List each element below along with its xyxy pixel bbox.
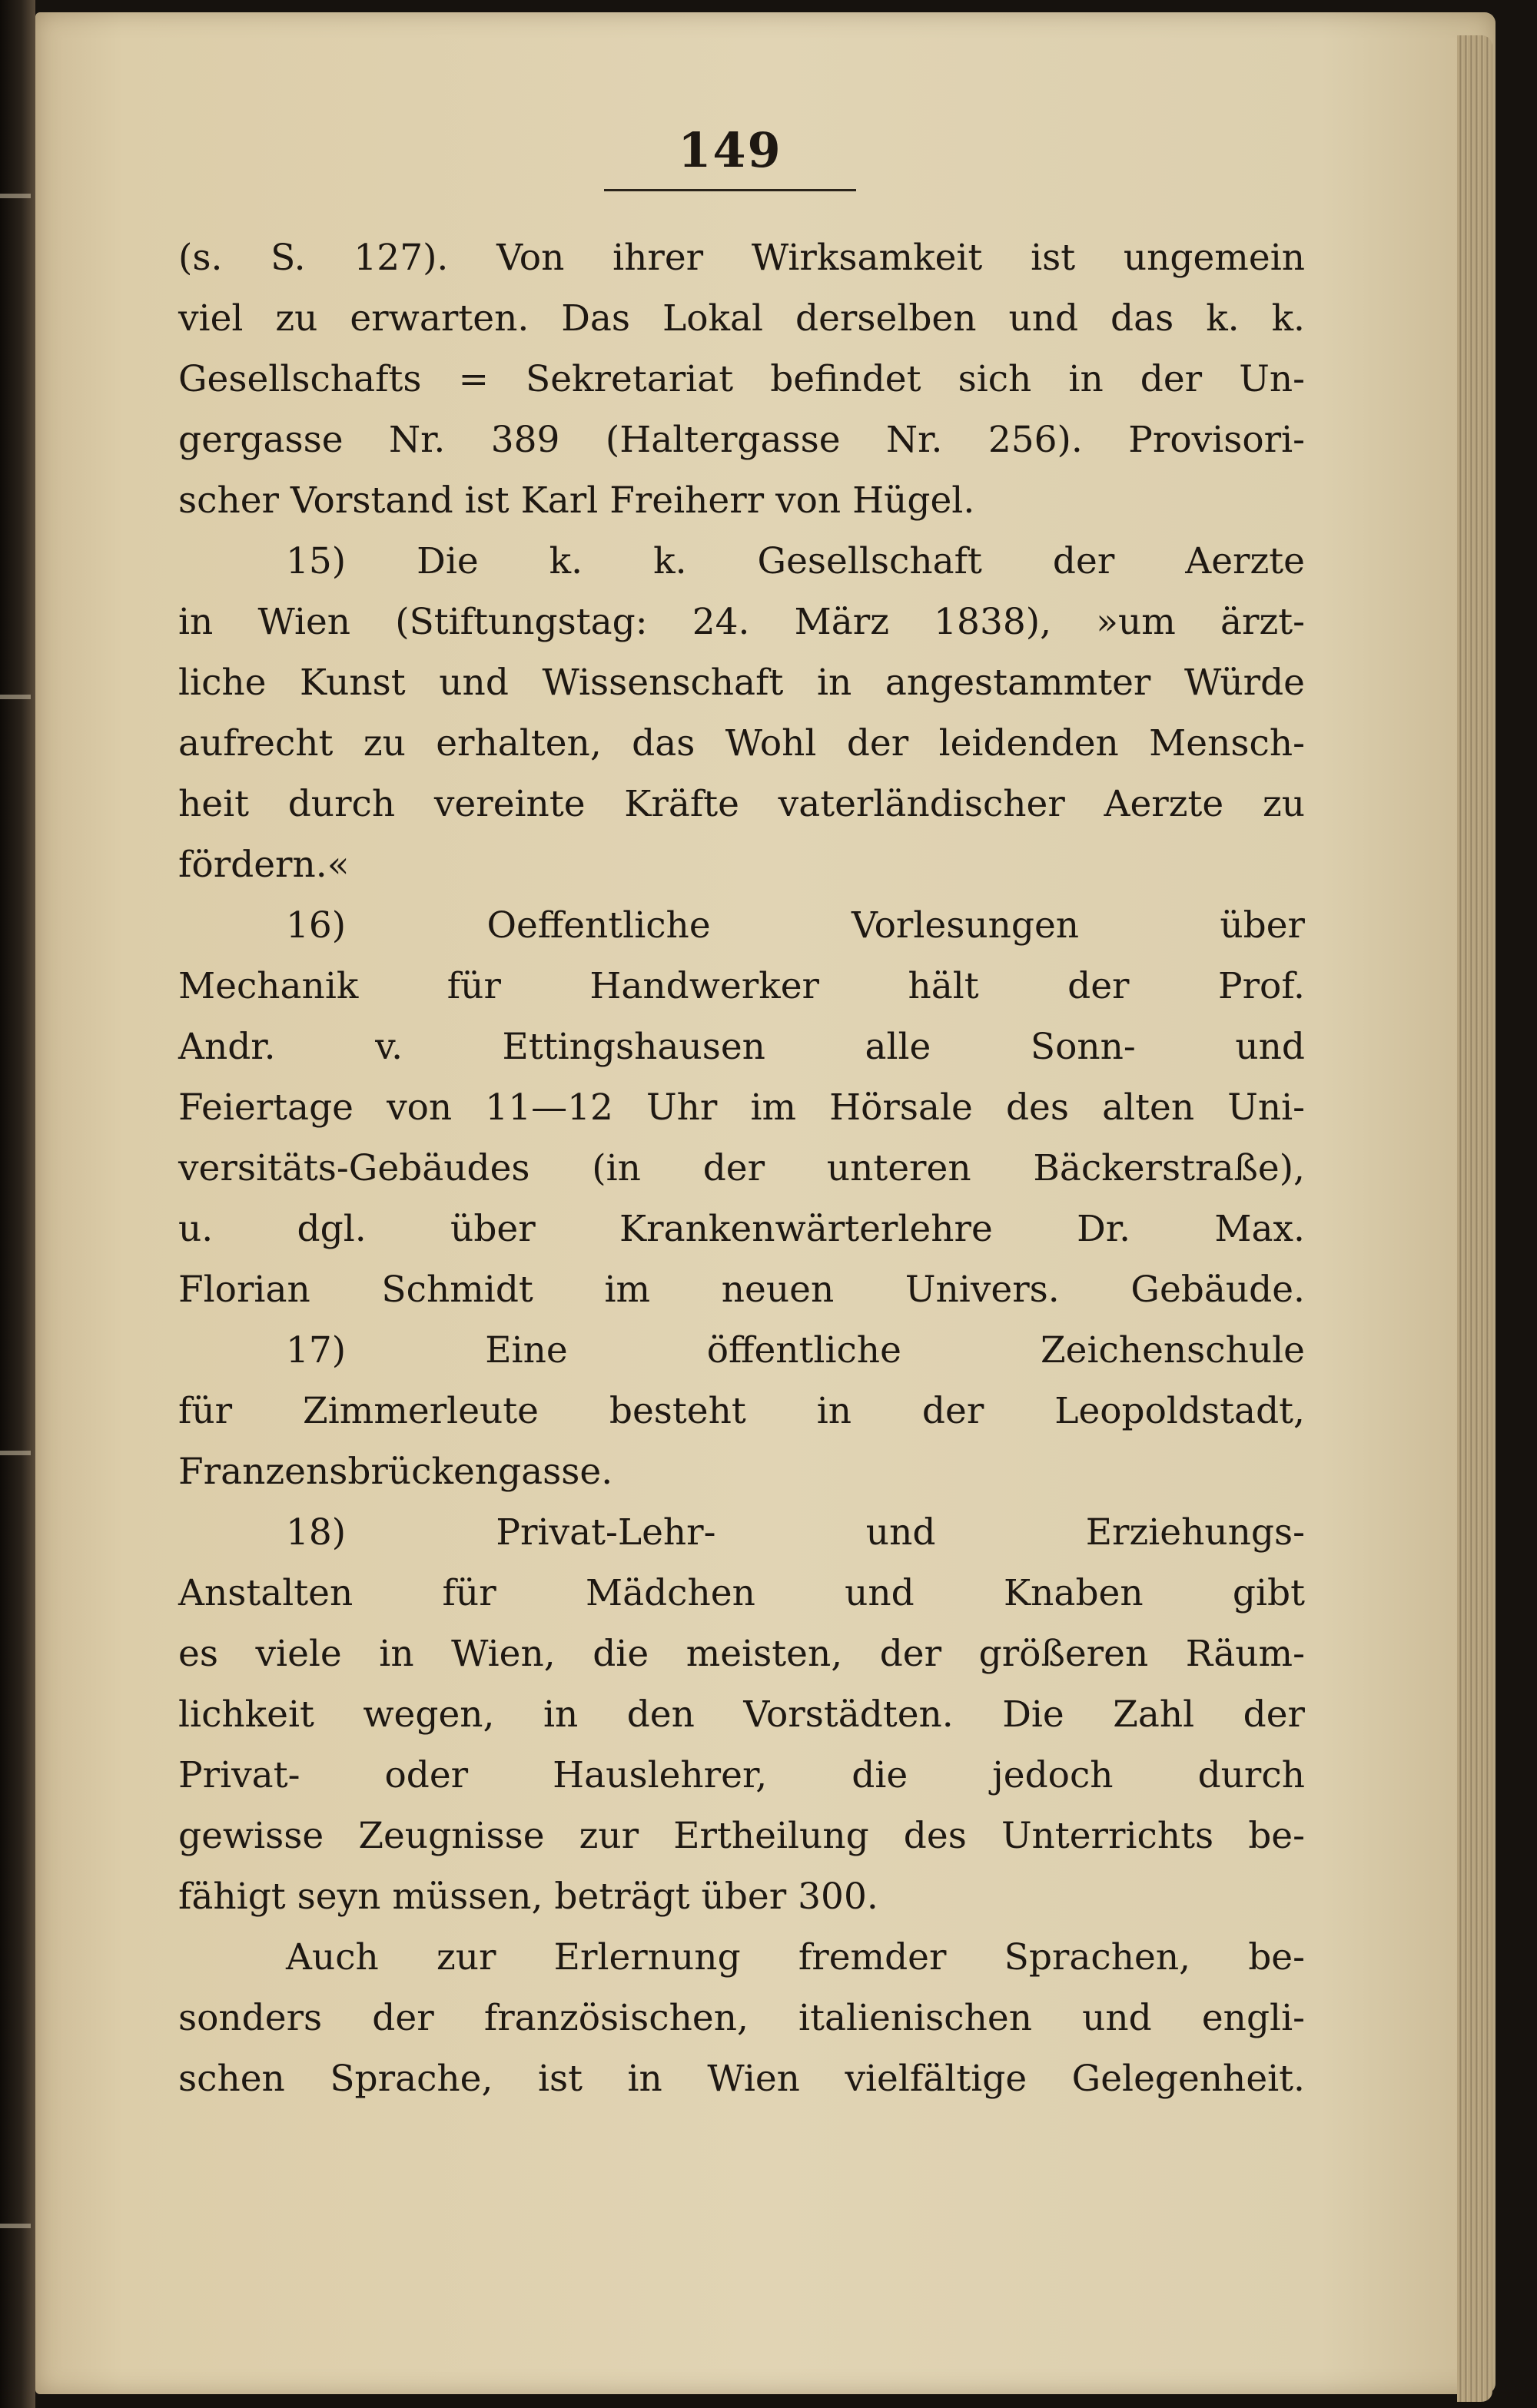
text-line: viel zu erwarten. Das Lokal derselben und das k. k. — [178, 297, 1305, 340]
text-line: scher Vorstand ist Karl Freiherr von Hügel. — [178, 479, 975, 522]
text-line: (s. S. 127). Von ihrer Wirksamkeit ist ungemein — [178, 237, 1305, 279]
text-line: 15) Die k. k. Gesellschaft der Aerzte — [286, 540, 1305, 582]
text-line: sonders der französischen, italienischen und engli- — [178, 1997, 1305, 2039]
text-line: u. dgl. über Krankenwärterlehre Dr. Max. — [178, 1208, 1305, 1250]
text-line: gewisse Zeugnisse zur Ertheilung des Unterrichts be- — [178, 1815, 1305, 1857]
header-rule — [604, 189, 856, 191]
text-line: Auch zur Erlernung fremder Sprachen, be- — [286, 1936, 1305, 1978]
text-line: heit durch vereinte Kräfte vaterländischer Aerzte zu — [178, 783, 1305, 825]
text-line: Privat- oder Hauslehrer, die jedoch durch — [178, 1754, 1305, 1796]
page-number: 149 — [678, 122, 782, 178]
binding-stitch — [0, 695, 31, 699]
text-line: liche Kunst und Wissenschaft in angestammter Würde — [178, 662, 1305, 704]
text-line: 16) Oeffentliche Vorlesungen über — [286, 904, 1305, 947]
text-line: für Zimmerleute besteht in der Leopoldstadt, — [178, 1390, 1305, 1432]
text-line: Feiertage von 11—12 Uhr im Hörsale des alten Uni- — [178, 1086, 1305, 1129]
text-line: lichkeit wegen, in den Vorstädten. Die Zahl der — [178, 1693, 1305, 1736]
text-line: Andr. v. Ettingshausen alle Sonn- und — [178, 1026, 1305, 1068]
text-line: 18) Privat-Lehr- und Erziehungs- — [286, 1511, 1305, 1554]
binding-stitch — [0, 2224, 31, 2228]
text-line: schen Sprache, ist in Wien vielfältige Gelegenheit. — [178, 2058, 1305, 2100]
book-spine — [0, 0, 35, 2408]
text-line: versitäts-Gebäudes (in der unteren Bäckerstraße), — [178, 1147, 1305, 1189]
text-line: gergasse Nr. 389 (Haltergasse Nr. 256). Provisori- — [178, 419, 1305, 461]
page-header — [599, 123, 861, 191]
text-line: in Wien (Stiftungstag: 24. März 1838), »um ärzt- — [178, 601, 1305, 643]
binding-stitch — [0, 1451, 31, 1455]
text-line: Florian Schmidt im neuen Univers. Gebäude. — [178, 1269, 1305, 1311]
text-line: Anstalten für Mädchen und Knaben gibt — [178, 1572, 1305, 1614]
text-line: fördern.« — [178, 844, 350, 886]
text-line: aufrecht zu erhalten, das Wohl der leidenden Mensch- — [178, 722, 1305, 765]
page-body-text — [178, 227, 1305, 2109]
page-edges — [1457, 35, 1492, 2402]
text-line: fähigt seyn müssen, beträgt über 300. — [178, 1876, 878, 1918]
text-line: 17) Eine öffentliche Zeichenschule — [286, 1329, 1305, 1371]
text-line: Mechanik für Handwerker hält der Prof. — [178, 965, 1305, 1007]
text-line: Gesellschafts = Sekretariat befindet sich in der Un- — [178, 358, 1305, 400]
text-line: Franzensbrückengasse. — [178, 1451, 613, 1493]
binding-stitch — [0, 194, 31, 198]
text-line: es viele in Wien, die meisten, der größeren Räum- — [178, 1633, 1305, 1675]
